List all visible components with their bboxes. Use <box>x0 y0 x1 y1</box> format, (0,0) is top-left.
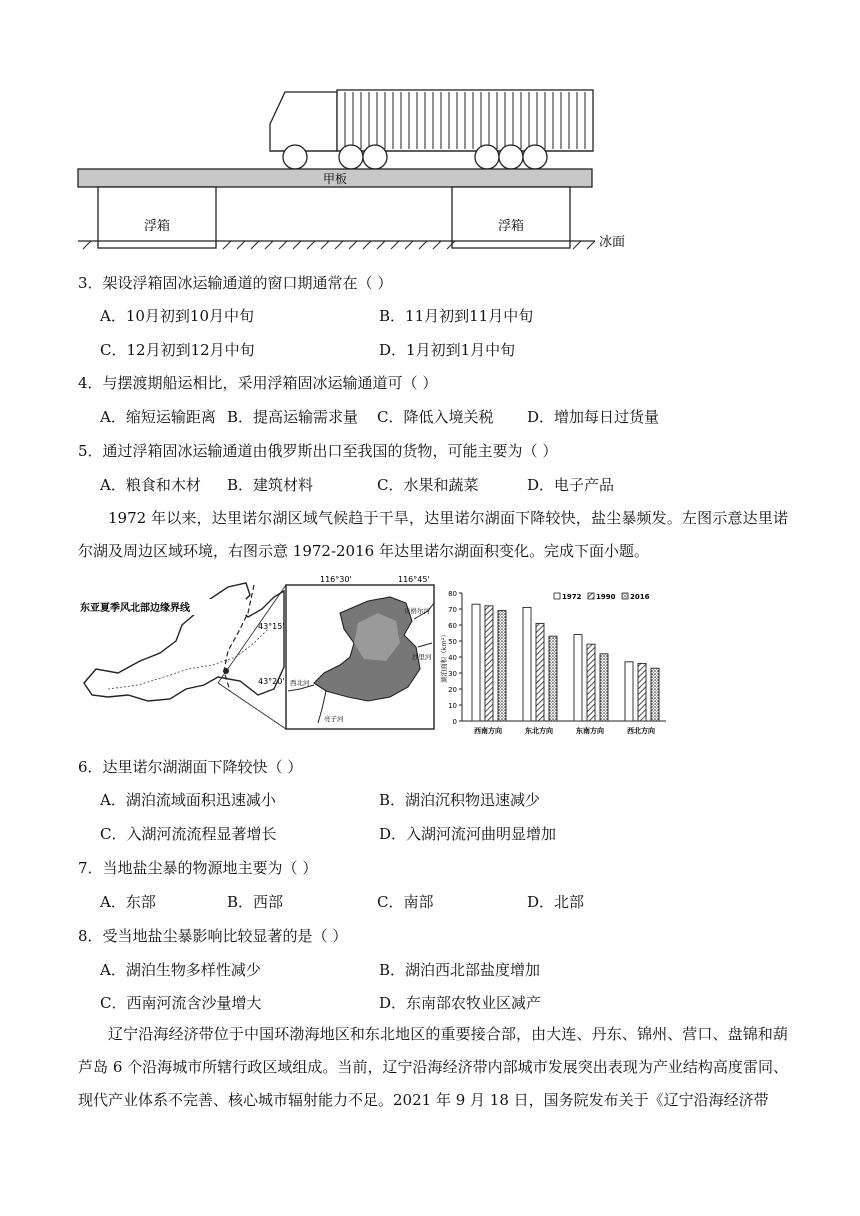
bar-1-1 <box>536 623 544 721</box>
question-7-stem: 7．当地盐尘暴的物源地主要为（ ） <box>78 859 318 877</box>
pontoon-left <box>98 187 216 248</box>
question-7-option-d[interactable]: D．北部 <box>527 893 585 911</box>
category-label: 西北方向 <box>627 727 655 735</box>
bar-3-2 <box>651 668 659 721</box>
bar-3-1 <box>638 663 646 721</box>
question-3-stem: 3．架设浮箱固冰运输通道的窗口期通常在（ ） <box>78 274 393 292</box>
question-8-stem: 8．受当地盐尘暴影响比较显著的是（ ） <box>78 927 348 945</box>
question-7-option-c[interactable]: C．南部 <box>377 893 434 911</box>
longitude-label-1: 116°30' <box>320 575 352 584</box>
question-8-option-c[interactable]: C．西南河流含沙量增大 <box>100 994 262 1012</box>
y-tick-label: 50 <box>448 638 457 646</box>
question-4-stem: 4．与摆渡期船运相比，采用浮箱固冰运输通道可（ ） <box>78 374 438 392</box>
pontoon-bridge-figure <box>75 86 635 256</box>
question-5-option-d[interactable]: D．电子产品 <box>527 476 615 494</box>
river-label-3: 亮子河 <box>324 715 344 723</box>
passage-liaoning: 辽宁沿海经济带位于中国环渤海地区和东北地区的重要接合部，由大连、丹东、锦州、营口、盘锦和葫芦岛 6 个沿海城市所辖行政区域组成。当前，辽宁沿海经济带内部城市发展突出表现为产业结构高度雷同、现代产业体系不完善、核心城市辐射能力不足。2021 年 9 月 18 日，国务院发布关于《辽宁沿海经济带 <box>78 1025 788 1109</box>
bar-2-0 <box>574 635 582 721</box>
boundary-label: 东亚夏季风北部边缘界线 <box>80 603 190 614</box>
lake-area-chart <box>438 583 668 737</box>
pontoon-right-label: 浮箱 <box>497 219 525 234</box>
west-river-label: 西北河 <box>290 679 310 687</box>
pontoon-right <box>452 187 570 248</box>
question-6-option-d[interactable]: D．入湖河流河曲明显增加 <box>379 825 557 843</box>
question-8-option-b[interactable]: B．湖泊西北部盐度增加 <box>379 961 541 979</box>
category-label: 西南方向 <box>474 727 502 735</box>
latitude-label-1: 43°15' <box>258 622 285 631</box>
pontoon-left-label: 浮箱 <box>143 219 171 234</box>
question-4-option-d[interactable]: D．增加每日过货量 <box>527 408 660 426</box>
question-4-option-b[interactable]: B．提高运输需求量 <box>227 408 359 426</box>
bar-3-0 <box>625 662 633 721</box>
question-5-option-c[interactable]: C．水果和蔬菜 <box>377 476 479 494</box>
truck-cab <box>270 92 337 151</box>
y-tick-label: 0 <box>452 718 457 726</box>
bar-1-2 <box>549 636 557 721</box>
bar-0-1 <box>485 606 493 721</box>
question-6-option-c[interactable]: C．入湖河流流程显著增长 <box>100 825 277 843</box>
y-tick-label: 40 <box>448 654 457 662</box>
question-5-option-a[interactable]: A．粮食和木材 <box>100 476 201 494</box>
y-tick-label: 30 <box>448 670 457 678</box>
y-tick-label: 70 <box>448 606 457 614</box>
bar-0-2 <box>498 611 506 721</box>
question-3-option-b[interactable]: B．11月初到11月中旬 <box>379 307 534 325</box>
question-8-option-a[interactable]: A．湖泊生物多样性减少 <box>100 961 261 979</box>
legend-label: 2016 <box>630 593 650 601</box>
chart-legend <box>554 593 650 601</box>
question-4-option-a[interactable]: A．缩短运输距离 <box>100 408 216 426</box>
y-tick-label: 80 <box>448 590 457 598</box>
question-3-option-a[interactable]: A．10月初到10月中旬 <box>100 307 255 325</box>
y-axis-label: 湖泊面积（km²） <box>440 631 448 683</box>
y-tick-label: 60 <box>448 622 457 630</box>
bar-2-2 <box>600 654 608 721</box>
legend-label: 1990 <box>596 593 616 601</box>
category-label: 东南方向 <box>576 727 604 735</box>
y-tick-label: 20 <box>448 686 457 694</box>
question-3-option-c[interactable]: C．12月初到12月中旬 <box>100 341 255 359</box>
river-label-1: 贡格尔河 <box>404 607 430 615</box>
y-tick-label: 10 <box>448 702 457 710</box>
passage-dalinuoer: 1972 年以来，达里诺尔湖区域气候趋于干旱，达里诺尔湖面下降较快，盐尘暴频发。左图示意达里诺尔湖及周边区域环境，右图示意 1972-2016 年达里诺尔湖面积变化。完成下面小题。 <box>78 509 788 560</box>
legend-swatch <box>622 593 628 599</box>
question-5-stem: 5．通过浮箱固冰运输通道由俄罗斯出口至我国的货物，可能主要为（ ） <box>78 442 558 460</box>
river-label-2: 沙里河 <box>412 653 432 661</box>
chart-labels <box>474 726 655 735</box>
question-5-option-b[interactable]: B．建筑材料 <box>227 476 314 494</box>
legend-label: 1972 <box>562 593 582 601</box>
bar-0-0 <box>472 604 480 721</box>
question-8-option-d[interactable]: D．东南部农牧业区减产 <box>379 994 542 1012</box>
question-6-stem: 6．达里诺尔湖湖面下降较快（ ） <box>78 758 303 776</box>
legend-swatch <box>588 593 594 599</box>
category-label: 东北方向 <box>525 727 553 735</box>
question-6-option-a[interactable]: A．湖泊流域面积迅速减小 <box>100 791 276 809</box>
legend-swatch <box>554 593 560 599</box>
question-3-option-d[interactable]: D．1月初到1月中旬 <box>379 341 516 359</box>
chart-bars <box>472 604 659 721</box>
bar-1-0 <box>523 607 531 721</box>
question-6-option-b[interactable]: B．湖泊沉积物迅速减少 <box>379 791 541 809</box>
deck-label: 甲板 <box>322 172 348 186</box>
longitude-label-2: 116°45' <box>398 575 430 584</box>
bar-2-1 <box>587 644 595 721</box>
question-7-option-b[interactable]: B．西部 <box>227 893 284 911</box>
dalinuoer-map <box>78 573 438 737</box>
ice-label: 冰面 <box>599 235 626 250</box>
question-4-option-c[interactable]: C．降低入境关税 <box>377 408 494 426</box>
question-7-option-a[interactable]: A．东部 <box>100 893 156 911</box>
latitude-label-2: 43°20' <box>258 677 285 686</box>
